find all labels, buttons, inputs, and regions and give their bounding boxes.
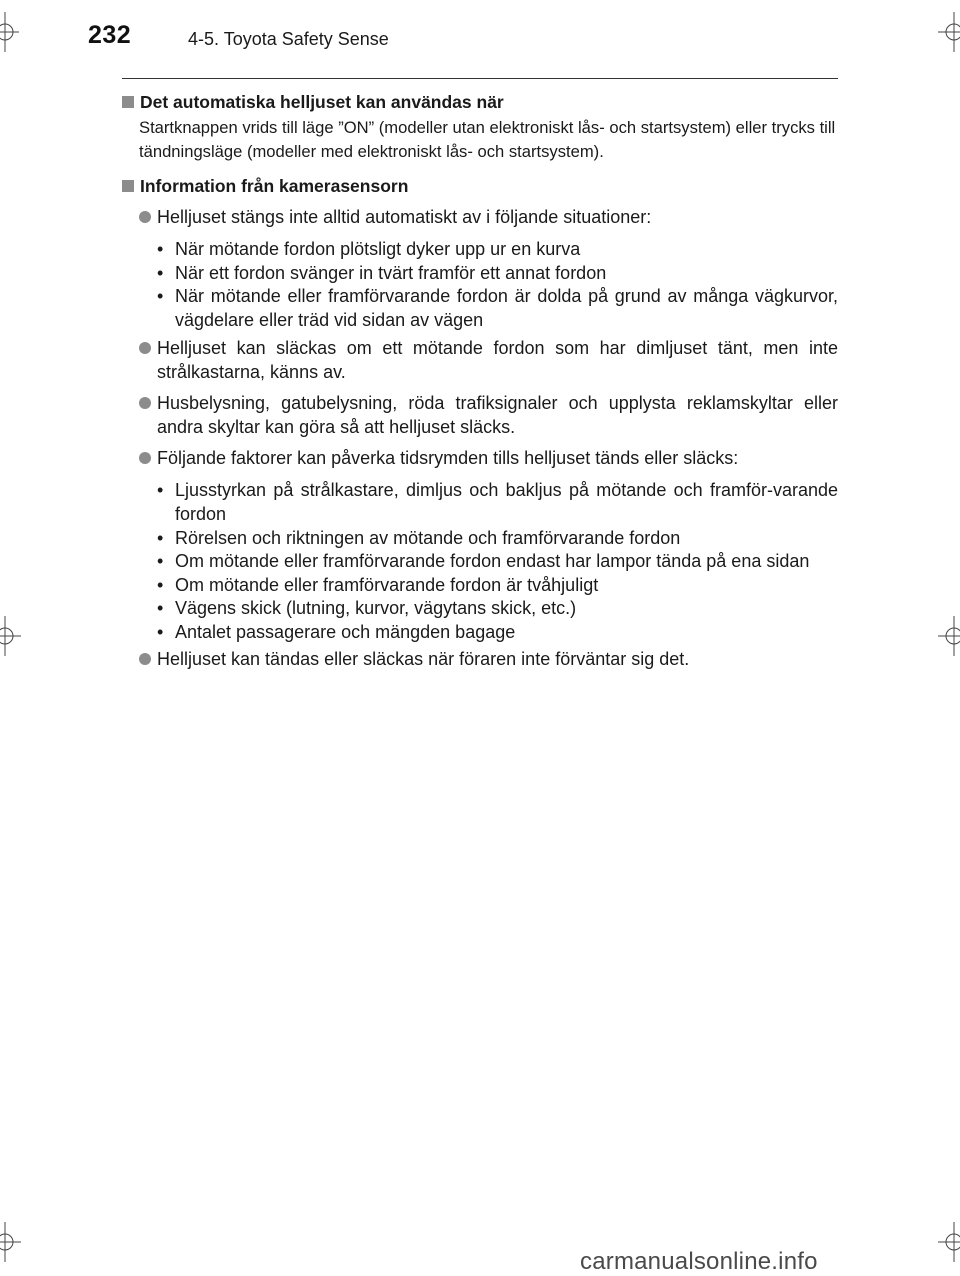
crop-mark-icon [0, 12, 19, 52]
header-divider [122, 78, 838, 79]
sub-list-item: • När mötande fordon plötsligt dyker upp ur en kurva [157, 239, 581, 259]
sub-list [122, 479, 838, 644]
section-heading [122, 91, 838, 113]
sub-list-item: • Vägens skick (lutning, kurvor, vägytans skick, etc.) [157, 598, 577, 619]
sub-list-item: • Ljusstyrkan på strålkastare, dimljus och bakljus på mötande och framför-varande fordon [157, 480, 838, 524]
sub-list-item: • När ett fordon svänger in tvärt framför ett annat fordon [157, 262, 607, 283]
crop-mark-icon [938, 12, 960, 52]
list-item [139, 205, 838, 229]
bullet-text: Följande faktorer kan påverka tidsrymden tills helljuset tänds eller släcks: [157, 448, 739, 469]
bullet-text: Helljuset kan tändas eller släckas när föraren inte förväntar sig det. [157, 648, 690, 669]
page-content [122, 91, 838, 671]
circle-bullet-icon [139, 211, 151, 223]
circle-bullet-icon [139, 653, 151, 665]
square-icon [122, 96, 134, 108]
sub-list-item: • Om mötande eller framförvarande fordon är tvåhjuligt [157, 574, 599, 595]
sub-list-item: • Antalet passagerare och mängden bagage [157, 621, 516, 642]
section-heading-text: Det automatiska helljuset kan användas när [140, 92, 504, 112]
circle-bullet-icon [139, 342, 151, 354]
bullet-text: Helljuset kan släckas om ett mötande fordon som har dimljuset tänt, men inte strålkastarna, känns av. [157, 338, 838, 383]
section-heading [122, 175, 838, 197]
crop-mark-icon [0, 616, 21, 656]
sub-list-item: • Om mötande eller framförvarande fordon endast har lampor tända på ena sidan [157, 551, 810, 572]
body-paragraph: Startknappen vrids till läge ”ON” (modeller utan elektroniskt lås- och startsystem) eller trycks till tändningsläge (modeller med elektroniskt lås- och startsystem). [139, 118, 836, 161]
sub-list-item: • Rörelsen och riktningen av mötande och framförvarande fordon [157, 527, 681, 548]
section-heading-text: Information från kamerasensorn [140, 176, 409, 196]
crop-mark-icon [938, 616, 960, 656]
square-icon [122, 180, 134, 192]
list-item [139, 336, 838, 384]
list-item [139, 391, 838, 439]
circle-bullet-icon [139, 452, 151, 464]
list-item [139, 647, 838, 671]
watermark: carmanualsonline.info [580, 1248, 818, 1275]
crop-mark-icon [0, 1222, 21, 1262]
crop-mark-icon [938, 1222, 960, 1262]
bullet-text: Husbelysning, gatubelysning, röda trafiksignaler och upplysta reklamskyltar eller andra skyltar kan göra så att helljuset släcks. [157, 393, 838, 438]
sub-list-item: • När mötande eller framförvarande fordon är dolda på grund av många vägkurvor, vägdelare eller träd vid sidan av vägen [157, 286, 838, 330]
bullet-text: Helljuset stängs inte alltid automatiskt av i följande situationer: [157, 207, 652, 227]
section-title: 4-5. Toyota Safety Sense [188, 29, 389, 49]
list-item [139, 446, 838, 470]
sub-list [122, 238, 838, 332]
circle-bullet-icon [139, 397, 151, 409]
page-number: 232 [88, 21, 132, 49]
